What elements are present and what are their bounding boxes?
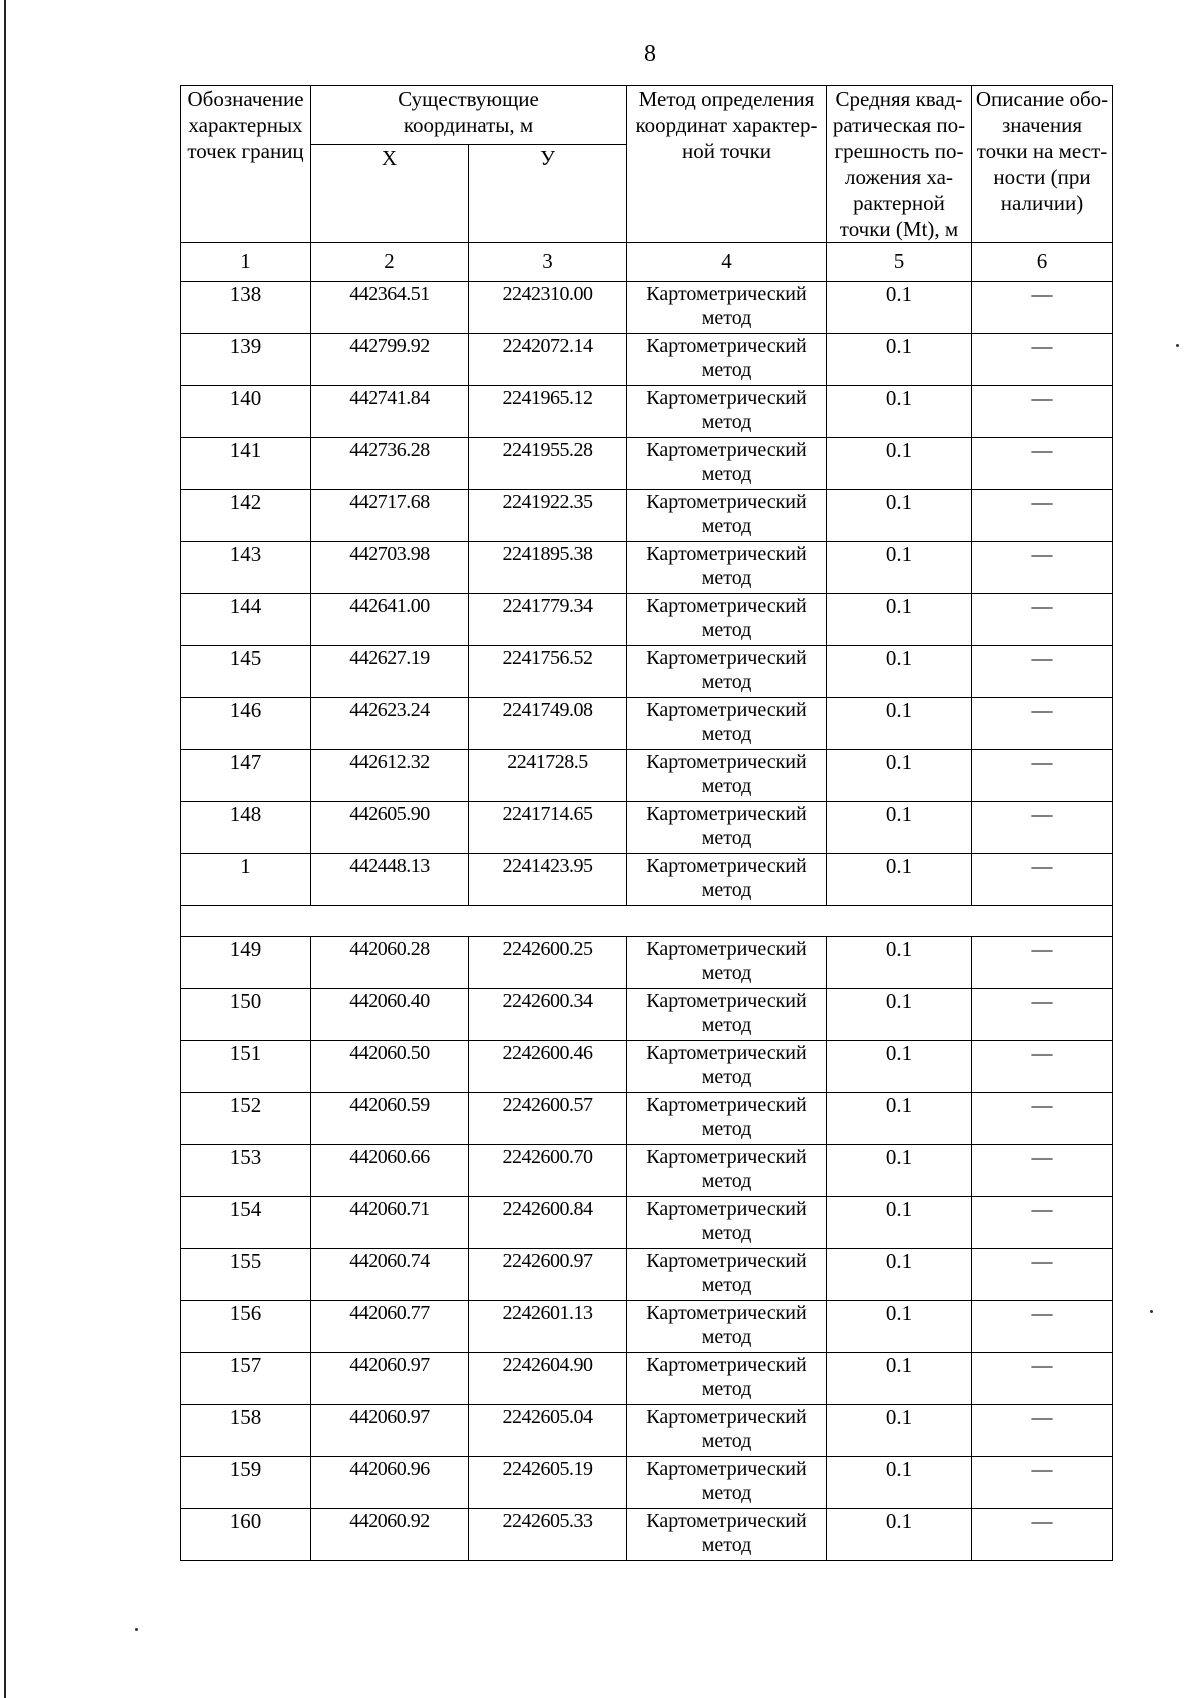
coord-y: 2241423.95	[469, 854, 627, 906]
method	[627, 937, 827, 989]
mean-square-error: 0.1	[827, 1249, 972, 1301]
method-line: метод	[701, 1170, 752, 1192]
method-line: метод	[701, 619, 752, 641]
point-id: 138	[181, 282, 311, 334]
coord-y: 2242600.25	[469, 937, 627, 989]
coord-x: 442623.24	[311, 698, 469, 750]
header-line: ности (при	[993, 165, 1091, 189]
method-line: Картометрический	[646, 699, 807, 721]
coord-x: 442060.96	[311, 1457, 469, 1509]
method-line: Картометрический	[646, 1146, 807, 1168]
mean-square-error: 0.1	[827, 1509, 972, 1561]
method	[627, 386, 827, 438]
table-row	[181, 1457, 1113, 1509]
method-line: метод	[701, 827, 752, 849]
coord-x: 442717.68	[311, 490, 469, 542]
coord-y: 2242600.34	[469, 989, 627, 1041]
header-line: рактерной	[853, 191, 945, 215]
table-row	[181, 334, 1113, 386]
table-row	[181, 750, 1113, 802]
point-id: 146	[181, 698, 311, 750]
header-line: значения	[1001, 113, 1083, 137]
method-line: метод	[701, 879, 752, 901]
column-number: 3	[469, 243, 627, 282]
table-row	[181, 542, 1113, 594]
coord-y: 2242600.84	[469, 1197, 627, 1249]
mean-square-error: 0.1	[827, 750, 972, 802]
method	[627, 1301, 827, 1353]
column-number: 4	[627, 243, 827, 282]
method-line: Картометрический	[646, 439, 807, 461]
coord-x: 442364.51	[311, 282, 469, 334]
coord-x: 442060.97	[311, 1353, 469, 1405]
header-point-description	[972, 86, 1113, 243]
coord-y: 2242605.04	[469, 1405, 627, 1457]
coord-y: 2241965.12	[469, 386, 627, 438]
point-id: 158	[181, 1405, 311, 1457]
mean-square-error: 0.1	[827, 1093, 972, 1145]
point-description: —	[972, 937, 1113, 989]
method-line: метод	[701, 463, 752, 485]
scan-speck	[1176, 344, 1179, 347]
point-description: —	[972, 490, 1113, 542]
method	[627, 1509, 827, 1561]
table-row	[181, 1249, 1113, 1301]
method	[627, 1197, 827, 1249]
coord-x: 442060.71	[311, 1197, 469, 1249]
method-line: Картометрический	[646, 283, 807, 305]
point-description: —	[972, 1301, 1113, 1353]
coord-x: 442741.84	[311, 386, 469, 438]
method-line: Картометрический	[646, 938, 807, 960]
group-separator	[181, 906, 1113, 937]
point-description: —	[972, 1509, 1113, 1561]
method-line: Картометрический	[646, 1094, 807, 1116]
mean-square-error: 0.1	[827, 937, 972, 989]
point-id: 155	[181, 1249, 311, 1301]
header-line: грешность по-	[834, 139, 964, 163]
method-line: Картометрический	[646, 1406, 807, 1428]
point-description: —	[972, 646, 1113, 698]
point-description: —	[972, 542, 1113, 594]
header-line: Существующие	[398, 87, 539, 111]
coord-x: 442703.98	[311, 542, 469, 594]
method	[627, 1145, 827, 1197]
table-row	[181, 1301, 1113, 1353]
mean-square-error: 0.1	[827, 1405, 972, 1457]
column-number: 5	[827, 243, 972, 282]
coord-y: 2242605.19	[469, 1457, 627, 1509]
column-number-row	[181, 243, 1113, 282]
table-row	[181, 1509, 1113, 1561]
mean-square-error: 0.1	[827, 1041, 972, 1093]
header-y: У	[469, 144, 627, 242]
point-description: —	[972, 989, 1113, 1041]
header-mean-square-error	[827, 86, 972, 243]
header-line: координаты, м	[403, 113, 534, 137]
method	[627, 282, 827, 334]
coord-x: 442060.66	[311, 1145, 469, 1197]
coord-y: 2241749.08	[469, 698, 627, 750]
point-description: —	[972, 802, 1113, 854]
method-line: метод	[701, 1430, 752, 1452]
method-line: метод	[701, 1014, 752, 1036]
point-id: 144	[181, 594, 311, 646]
mean-square-error: 0.1	[827, 438, 972, 490]
mean-square-error: 0.1	[827, 1301, 972, 1353]
table-row	[181, 1405, 1113, 1457]
method-line: метод	[701, 1274, 752, 1296]
mean-square-error: 0.1	[827, 490, 972, 542]
coord-x: 442605.90	[311, 802, 469, 854]
coord-x: 442641.00	[311, 594, 469, 646]
method-line: метод	[701, 515, 752, 537]
method	[627, 854, 827, 906]
table-row	[181, 386, 1113, 438]
method-line: Картометрический	[646, 803, 807, 825]
table-row	[181, 282, 1113, 334]
point-description: —	[972, 1093, 1113, 1145]
point-description: —	[972, 854, 1113, 906]
point-id: 149	[181, 937, 311, 989]
point-description: —	[972, 594, 1113, 646]
point-description: —	[972, 438, 1113, 490]
page-number: 8	[644, 41, 656, 67]
method-line: Картометрический	[646, 1354, 807, 1376]
table-row	[181, 854, 1113, 906]
column-number: 2	[311, 243, 469, 282]
method-line: Картометрический	[646, 335, 807, 357]
mean-square-error: 0.1	[827, 1353, 972, 1405]
scan-speck	[135, 1628, 138, 1631]
method	[627, 1041, 827, 1093]
table-row	[181, 698, 1113, 750]
point-description: —	[972, 1249, 1113, 1301]
method-line: Картометрический	[646, 647, 807, 669]
method-line: Картометрический	[646, 595, 807, 617]
table-row	[181, 490, 1113, 542]
header-line: точек границ	[187, 139, 304, 163]
mean-square-error: 0.1	[827, 802, 972, 854]
coord-y: 2241895.38	[469, 542, 627, 594]
method-line: Картометрический	[646, 1042, 807, 1064]
table-row	[181, 802, 1113, 854]
method-line: метод	[701, 307, 752, 329]
method-line: Картометрический	[646, 543, 807, 565]
coord-x: 442612.32	[311, 750, 469, 802]
mean-square-error: 0.1	[827, 386, 972, 438]
header-line: наличии)	[1000, 191, 1084, 215]
method-line: метод	[701, 775, 752, 797]
point-id: 150	[181, 989, 311, 1041]
header-point-designation	[181, 86, 311, 243]
header-line: Метод определения	[638, 87, 815, 111]
coord-y: 2241922.35	[469, 490, 627, 542]
point-description: —	[972, 386, 1113, 438]
group-separator-row	[181, 906, 1113, 937]
method-line: метод	[701, 723, 752, 745]
mean-square-error: 0.1	[827, 1197, 972, 1249]
coord-x: 442448.13	[311, 854, 469, 906]
method	[627, 646, 827, 698]
header-line: точки (Mt), м	[839, 217, 959, 241]
header-line: Обозначение	[187, 87, 304, 111]
point-id: 147	[181, 750, 311, 802]
point-description: —	[972, 1457, 1113, 1509]
point-description: —	[972, 1041, 1113, 1093]
method	[627, 1353, 827, 1405]
table-row	[181, 989, 1113, 1041]
coord-x: 442736.28	[311, 438, 469, 490]
point-id: 145	[181, 646, 311, 698]
coord-y: 2242601.13	[469, 1301, 627, 1353]
method-line: Картометрический	[646, 855, 807, 877]
header-line: ратическая по-	[832, 113, 966, 137]
header-line: координат характер-	[635, 113, 818, 137]
coord-y: 2242600.57	[469, 1093, 627, 1145]
coord-x: 442060.50	[311, 1041, 469, 1093]
table-row	[181, 594, 1113, 646]
mean-square-error: 0.1	[827, 542, 972, 594]
coord-y: 2241779.34	[469, 594, 627, 646]
point-description: —	[972, 750, 1113, 802]
coord-y: 2242604.90	[469, 1353, 627, 1405]
coord-x: 442060.74	[311, 1249, 469, 1301]
method-line: метод	[701, 1066, 752, 1088]
point-id: 154	[181, 1197, 311, 1249]
method-line: метод	[701, 1222, 752, 1244]
method-line: Картометрический	[646, 1510, 807, 1532]
header-line: Описание обо-	[975, 87, 1109, 111]
table-row	[181, 1041, 1113, 1093]
coord-x: 442060.28	[311, 937, 469, 989]
coord-y: 2242072.14	[469, 334, 627, 386]
method	[627, 1405, 827, 1457]
page-left-edge-line	[4, 0, 6, 1698]
mean-square-error: 0.1	[827, 1457, 972, 1509]
method	[627, 1249, 827, 1301]
table-row	[181, 438, 1113, 490]
point-description: —	[972, 1145, 1113, 1197]
column-number: 6	[972, 243, 1113, 282]
coord-y: 2241728.5	[469, 750, 627, 802]
method-line: метод	[701, 962, 752, 984]
method-line: метод	[701, 671, 752, 693]
point-description: —	[972, 1197, 1113, 1249]
method-line: Картометрический	[646, 1198, 807, 1220]
scan-speck	[1150, 1310, 1153, 1313]
point-id: 160	[181, 1509, 311, 1561]
coordinates-table	[180, 85, 1113, 1561]
point-id: 143	[181, 542, 311, 594]
coord-x: 442060.59	[311, 1093, 469, 1145]
coord-x: 442060.40	[311, 989, 469, 1041]
header-line: Средняя квад-	[835, 87, 963, 111]
method	[627, 594, 827, 646]
point-description: —	[972, 282, 1113, 334]
method	[627, 989, 827, 1041]
method-line: метод	[701, 1534, 752, 1556]
header-method	[627, 86, 827, 243]
method-line: метод	[701, 1118, 752, 1140]
coord-x: 442060.77	[311, 1301, 469, 1353]
point-description: —	[972, 334, 1113, 386]
header-line: ной точки	[681, 139, 772, 163]
table-row	[181, 646, 1113, 698]
point-id: 140	[181, 386, 311, 438]
point-id: 151	[181, 1041, 311, 1093]
mean-square-error: 0.1	[827, 594, 972, 646]
method-line: Картометрический	[646, 387, 807, 409]
column-number: 1	[181, 243, 311, 282]
point-id: 142	[181, 490, 311, 542]
coord-x: 442627.19	[311, 646, 469, 698]
mean-square-error: 0.1	[827, 854, 972, 906]
header-x: Х	[311, 144, 469, 242]
method	[627, 698, 827, 750]
method-line: Картометрический	[646, 491, 807, 513]
coord-y: 2241955.28	[469, 438, 627, 490]
coord-x: 442799.92	[311, 334, 469, 386]
header-line: ложения ха-	[845, 165, 953, 189]
point-id: 139	[181, 334, 311, 386]
method-line: метод	[701, 359, 752, 381]
header-line: характерных	[188, 113, 303, 137]
point-id: 152	[181, 1093, 311, 1145]
table-row	[181, 1093, 1113, 1145]
table-row	[181, 937, 1113, 989]
method-line: метод	[701, 1378, 752, 1400]
method	[627, 802, 827, 854]
coord-y: 2242600.70	[469, 1145, 627, 1197]
method-line: Картометрический	[646, 1458, 807, 1480]
point-id: 1	[181, 854, 311, 906]
coord-y: 2242600.97	[469, 1249, 627, 1301]
method-line: метод	[701, 1482, 752, 1504]
coord-y: 2242605.33	[469, 1509, 627, 1561]
coord-x: 442060.97	[311, 1405, 469, 1457]
coord-x: 442060.92	[311, 1509, 469, 1561]
method	[627, 542, 827, 594]
method-line: Картометрический	[646, 990, 807, 1012]
mean-square-error: 0.1	[827, 646, 972, 698]
method-line: метод	[701, 411, 752, 433]
coord-y: 2241714.65	[469, 802, 627, 854]
point-id: 156	[181, 1301, 311, 1353]
coord-y: 2242600.46	[469, 1041, 627, 1093]
mean-square-error: 0.1	[827, 1145, 972, 1197]
method	[627, 438, 827, 490]
method	[627, 490, 827, 542]
point-id: 159	[181, 1457, 311, 1509]
method-line: Картометрический	[646, 1250, 807, 1272]
mean-square-error: 0.1	[827, 334, 972, 386]
method	[627, 750, 827, 802]
mean-square-error: 0.1	[827, 282, 972, 334]
coord-y: 2242310.00	[469, 282, 627, 334]
point-description: —	[972, 1405, 1113, 1457]
table-row	[181, 1197, 1113, 1249]
method	[627, 1093, 827, 1145]
header-existing-coordinates	[311, 86, 627, 145]
method-line: метод	[701, 567, 752, 589]
mean-square-error: 0.1	[827, 989, 972, 1041]
point-id: 141	[181, 438, 311, 490]
method-line: метод	[701, 1326, 752, 1348]
method-line: Картометрический	[646, 751, 807, 773]
header-line: точки на мест-	[976, 139, 1108, 163]
point-description: —	[972, 1353, 1113, 1405]
point-id: 148	[181, 802, 311, 854]
point-description: —	[972, 698, 1113, 750]
mean-square-error: 0.1	[827, 698, 972, 750]
table-row	[181, 1353, 1113, 1405]
method	[627, 334, 827, 386]
point-id: 153	[181, 1145, 311, 1197]
coord-y: 2241756.52	[469, 646, 627, 698]
point-id: 157	[181, 1353, 311, 1405]
method	[627, 1457, 827, 1509]
table-row	[181, 1145, 1113, 1197]
method-line: Картометрический	[646, 1302, 807, 1324]
